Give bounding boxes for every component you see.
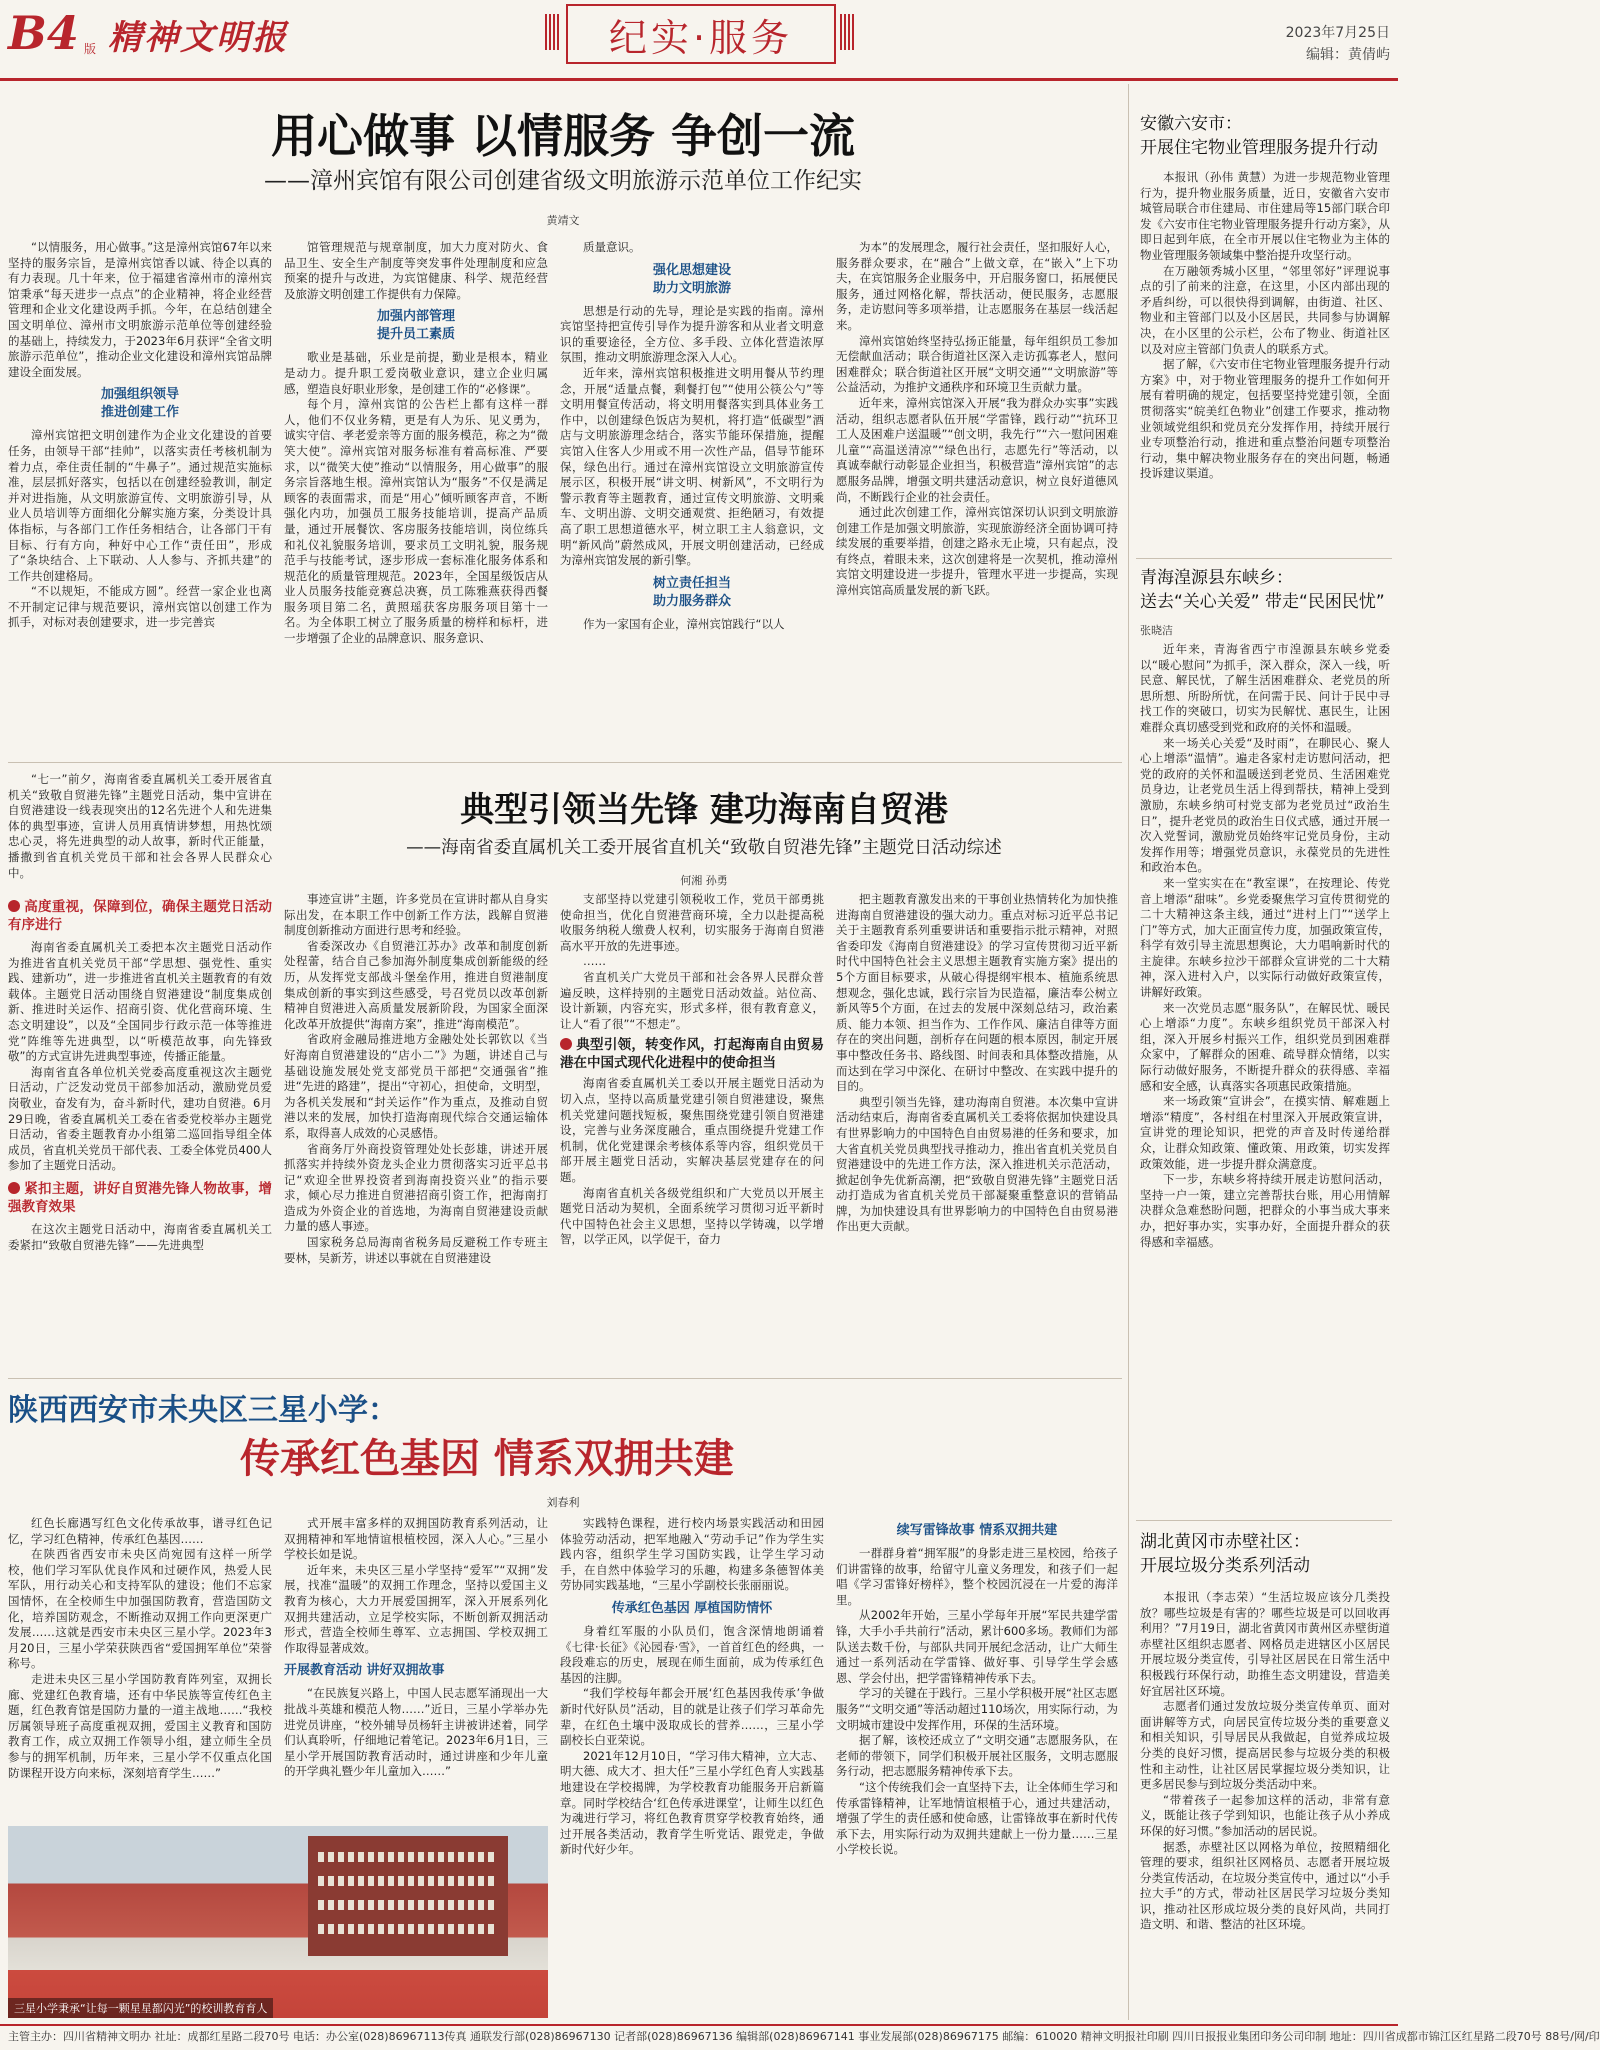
page-number: B4 bbox=[8, 6, 79, 60]
building-windows bbox=[318, 1876, 498, 1886]
article3-para: 一群群身着“拥军服”的身影走进三星校园，给孩子们讲雷锋的故事，给留守儿童义务理发，和孩子们一起唱《学习雷锋好榜样》，整个校园沉浸在一片爱的海洋里。 bbox=[836, 1546, 1118, 1607]
article2-para: 事迹宣讲”主题，许多党员在宣讲时都从自身实际出发，在本职工作中创新工作方法，践解自贸港制度创新推动方面进行思考和经验。 bbox=[284, 892, 548, 938]
divider bbox=[8, 1378, 1122, 1379]
footer-imprint: 主管主办：四川省精神文明办 社址：成都红星路二段70号 电话：办公室(028)86967113传真 通联发行部(028)86967130 记者部(028)86967136 编辑部(028)86967141 事业发展部(028)86967175 邮编：610020 精神文明报社印刷 四川日报报业集团印务公司印制 地址：四川省成都市锦江区红星路二段70号 88号/网/印 bbox=[0, 2024, 1398, 2050]
article1-para: 近年来，漳州宾馆深入开展“我为群众办实事”实践活动，组织志愿者队伍开展“学雷锋，践行动”“抗环卫工人及困难户送温暖”“创文明，我先行”“六一慰问困难儿童”“高温送清凉”“绿色出行，志愿先行”等活动，以真诚奉献行动彰显企业担当，积极营造“漳州宾馆”的志愿服务品牌，增强文明共建活动意识，树立良好道德风尚，不断践行企业的社会责任。 bbox=[836, 395, 1118, 504]
article3-column-4 bbox=[836, 1516, 1118, 2016]
issue-date: 2023年7月25日 bbox=[1285, 25, 1390, 41]
article3-subhead-2: 传承红色基因 厚植国防情怀 bbox=[611, 1600, 773, 1616]
article3-title: 传承红色基因 情系双拥共建 bbox=[240, 1435, 734, 1482]
side3-para: “带着孩子一起参加这样的活动，非常有意义，既能让孩子学到知识，也能让孩子从小养成环保的好习惯。”参加活动的居民说。 bbox=[1140, 1792, 1390, 1838]
article2-para: 省政府金融局推进地方金融处处长郭钦以《当好海南自贸港建设的“店小二”》为题，讲述自己与基础设施发展处党支部党员干部把“交通强省”推进“先进的路建”，提出“守初心，担使命，文明型，为各机关发展和“封关运作”作为重点，及推动自贸港以来的发展，加快打造海南现代综合交通运输体系，取得喜人成效的心灵感悟。 bbox=[284, 1032, 548, 1140]
bullet-icon bbox=[560, 1038, 572, 1050]
side2-para: 来一场关心关爱“及时雨”，在聊民心、聚人心上增添“温情”。遍走各家村走访慰问活动，把党的政府的关怀和温暖送到老党员、生活困难党员身边，让老党员生活上得到帮扶，精神上受到激励，东峡乡纳可村党支部为老党员过“政治生日”，提升老党员的政治生日仪式感，通过开展一次入党誓词，激励党员始终牢记党员身份，主动发挥作用等；增强党员意识，永葆党员的先进性和政治本色。 bbox=[1140, 735, 1390, 875]
article3-byline: 刘春利 bbox=[546, 1496, 580, 1509]
article3-para: 在陕西省西安市未央区尚宛园有这样一所学校，他们学习军队优良作风和过硬作风，热爱人民军队，用行动关心和支持军队的建设；他们不忘家国情怀，在全校师生中加强国防教育，营造国防文化，培养国防观念，不断推动双拥工作向更深更广发展……这就是西安市未央区三星小学。2023年3月20日，三星小学荣获陕西省“爱国拥军单位”荣誉称号。 bbox=[8, 1547, 272, 1671]
article1-para: 漳州宾馆始终坚持弘扬正能量，每年组织员工参加无偿献血活动；联合街道社区深入走访孤寡老人，慰问困难群众；联合街道社区开展“文明交通”“文明旅游”等公益活动，为推护文通秩序和环境卫生贡献力量。 bbox=[836, 333, 1118, 395]
side1-para: 据了解，《六安市住宅物业管理服务提升行动方案》中，对于物业管理服务的提升工作如何开展有着明确的规定，包括要坚持党建引领，全面贯彻落实“皖美红色物业”创建工作要求，推动物业领域党组织和党员充分发挥作用，持续开展行业专项整治行动，推进和重点整治问题专项整治行动，集中解决物业服务存在的突出问题，畅通投诉建议渠道。 bbox=[1140, 357, 1390, 481]
article2-para: 支部坚持以党建引领税收工作，党员干部勇挑使命担当，优化自贸港营商环境，全力以赴提高税收服务纳税人缴费人权利，切实服务于海南自贸港高水平开放的先进事迹。 bbox=[560, 892, 824, 953]
article2-subhead-2 bbox=[8, 1180, 272, 1216]
article2-subhead-1-text: 高度重视，保障到位，确保主题党日活动有序进行 bbox=[8, 899, 272, 933]
article2-para: 省委深改办《自贸港江苏办》改革和制度创新处程蕾，结合自己参加海外制度集成创新能级的经历，从发挥党支部战斗堡垒作用，推进自贸港制度集成创新的事实到这些感受，号召党员以改革创新精神自贸港进入高质量发展新阶段，为国家全面深化改革开放提供“海南方案”，推进“海南模范”。 bbox=[284, 938, 548, 1031]
article2-byline: 何湘 孙勇 bbox=[680, 874, 728, 887]
side2-para: 下一步，东峡乡将持续开展走访慰问活动，坚持一户一策，建立完善帮扶台账，用心用情解决群众急难愁盼问题，把群众的小事当成大事来办，把好事办实，实事办好，全面提升群众的获得感和幸福感。 bbox=[1140, 1172, 1390, 1249]
article1-byline: 黄靖文 bbox=[546, 214, 580, 227]
side1-para: 本报讯（孙伟 黄慧）为进一步规范物业管理行为，提升物业服务质量，近日，安徽省六安市城管局联合市住建局、市住建局等15部门联合印发《六安市住宅物业管理服务提升行动方案》，从即日起到年底，在全市开展以住宅物业为主体的物业管理服务领域集中整治提升攻坚行动。 bbox=[1140, 170, 1390, 262]
building-windows bbox=[318, 1852, 498, 1862]
newspaper-name: 精神文明报 bbox=[108, 18, 288, 58]
school-photo bbox=[8, 1826, 548, 2018]
section-box bbox=[566, 4, 836, 64]
article3-para: “这个传统我们会一直坚持下去，让全体师生学习和传承雷锋精神，让军地情谊根植于心，通过共建活动，增强了学生的责任感和使命感，让雷锋故事在新时代传承下去，用实际行动为双拥共建献上一份力量……三星小学校长说。 bbox=[836, 1779, 1118, 1857]
masthead bbox=[0, 0, 1398, 81]
article3-para: 学习的关键在于践行。三星小学积极开展“社区志愿服务”“文明交通”等活动超过110场次，用实际行动，为文明城市建设中发挥作用，环保的生活环境。 bbox=[836, 1686, 1118, 1732]
article1-subhead-2: 加强内部管理 提升员工素质 bbox=[376, 309, 455, 343]
bullet-icon bbox=[8, 1182, 20, 1194]
article1-title: 用心做事 以情服务 争创一流 bbox=[270, 109, 856, 163]
article2-para: 把主题教育激发出来的干事创业热情转化为加快推进海南自贸港建设的强大动力。重点对标习近平总书记关于主题教育系列重要讲话和重要指示批示精神，对照省委印发《海南自贸港建设》的学习宣传贯彻习近平新时代中国特色社会主义思想主题教育实施方案》提出的5个方面目标要求，从破心得提纲牢根本、植施系统思想观念，强化忠诚，践行宗旨为民造福，廉洁奉公树立新风等5个方面，在过去的发展中深刻总结习，政治素质、能力本领、担当作为、工作作风、廉洁自律等方面存在的突出问题，剖析存在问题的根本原因，制定开展事中整改任务书、路线图、时间表和具体整改措施，从而达到在学习中深化、在研讨中整改、在实践中提升的目的。 bbox=[836, 892, 1118, 1094]
divider bbox=[1136, 558, 1392, 559]
bullet-icon bbox=[8, 900, 20, 912]
article2-subhead-3-text: 典型引领，转变作风，打起海南自由贸易港在中国式现代化进程中的使命担当 bbox=[560, 1037, 824, 1072]
article1-subhead-3: 强化思想建设 助力文明旅游 bbox=[652, 262, 731, 296]
sidebar-divider bbox=[1128, 84, 1129, 2020]
article2-subhead-3 bbox=[560, 1036, 824, 1072]
article1-para: “不以规矩，不能成方圆”。经营一家企业也离不开制定记律与规范要识，漳州宾馆以创建工作为抓手，对标对表创建要求，进一步完善宾 bbox=[8, 584, 272, 630]
decorative-stripes-left bbox=[545, 14, 559, 50]
article3-para: 2021年12月10日，“学习伟大精神，立大志、明大德、成大才、担大任”三星小学红色育人实践基地建设在学校揭牌，为学校教育功能服务开启新篇章。同时学校结合‘红色传承进课堂’，让师生以红色为魂进行学习，将红色教育贯穿学校教育始终，通过开展各类活动，教育学生听党话、跟党走，争做新时代好少年。 bbox=[560, 1748, 824, 1857]
article1-para: 思想是行动的先导，理论是实践的指南。漳州宾馆坚持把宣传引导作为提升游客和从业者文明意识的重要途径，全方位、多手段、立体化营造浓厚氛围，推动文明旅游理念深入人心。 bbox=[560, 303, 824, 365]
article1-subhead-4: 树立责任担当 助力服务群众 bbox=[652, 575, 731, 609]
side3-para: 据悉，赤壁社区以网格为单位，按照精细化管理的要求，组织社区网格员、志愿者开展垃圾分类宣传活动，在垃圾分类宣传中，通过以“小手拉大手”的方式，带动社区居民学习垃圾分类知识，推动社区形成垃圾分类的良好风尚，共同打造文明、和谐、整洁的社区环境。 bbox=[1140, 1839, 1390, 1932]
article3-column-2 bbox=[284, 1516, 548, 1818]
side2-body bbox=[1140, 642, 1390, 1502]
side2-para: 来一堂实实在在“教室课”，在按理论、传党音上增添“甜味”。乡党委聚焦学习宣传贯彻党的二十大精神这条主线，通过“进村上门”“送学上门”等方式，加大正面宣传力度，加强政策宣传，科学有效引导主流思想舆论，大力唱响新时代的主旋律。东峡乡拉沙干部群众宣讲党的二十大精神，深入进村入户，以实际行动做好政策宣传，讲解好政策。 bbox=[1140, 875, 1390, 1000]
article3-kicker: 陕西西安市未央区三星小学： bbox=[8, 1393, 398, 1428]
article2-subhead-1 bbox=[8, 898, 272, 934]
article2-title: 典型引领当先锋 建功海南自贸港 bbox=[460, 790, 948, 830]
divider bbox=[1136, 1520, 1392, 1521]
article2-lead bbox=[8, 772, 272, 890]
article3-para: “在民族复兴路上，中国人民志愿军涌现出一大批战斗英雄和模范人物……”近日，三星小学举办先进党员讲座，“校外辅导员杨轩主讲被讲述着，同学们认真聆听，仔细地记着笔记。2023年6月1日，三星小学开展国防教育活动时，通过讲座和少年儿童的开学典礼暨少年儿童加入……” bbox=[284, 1686, 548, 1779]
article3-para: 走进未央区三星小学国防教育阵列室，双拥长廊、党建红色教育墙，还有中华民族等宣传红色主题，红色教育馆是国防力量的一道主战地……“我校厉属领导班子高度重视双拥，爱国主义教育和国防教育工作，成立双拥工作领导小组，建立师生全员参与的拥军机制，历年来，三星小学不仅重点化国防课程开设方向来标，深刻培育学生……” bbox=[8, 1671, 272, 1780]
article3-subhead-1: 开展教育活动 讲好双拥故事 bbox=[284, 1663, 445, 1679]
article2-column-4 bbox=[836, 892, 1118, 1370]
side2-title: 青海湟源县东峡乡： 送去“关心关爱” 带走“民困民忧” bbox=[1140, 568, 1385, 612]
article1-para: 为本”的发展理念，履行社会责任，坚扣服好人心，服务群众要求，在“融合”上做文章，在“嵌入”上下功夫，在宾馆服务企业服务中，开启服务窗口，拓展便民服务，通过网格化解，帮扶活动，便民服务，志愿服务，走访慰问等多项举措，让志愿服务在基层一线活起来。 bbox=[836, 240, 1118, 332]
article2-para: …… bbox=[583, 954, 606, 969]
article2-para: 海南省直机关各级党组织和广大党员以开展主题党日活动为契机，全面系统学习贯彻习近平新时代中国特色社会主义思想，坚持以学铸魂，以学增智，以学正风，以学促干，奋力 bbox=[560, 1185, 824, 1247]
side1-title: 安徽六安市： 开展住宅物业管理服务提升行动 bbox=[1140, 114, 1378, 158]
article1-para: 歌业是基础，乐业是前提，勤业是根本，精业是动力。提升职工爱岗敬业意识，建立企业归属感，塑造良好职业形象，是创建工作的“必修课”。 bbox=[284, 350, 548, 396]
article3-para: 近年来，未央区三星小学坚持“爱军”“双拥”发展，找准“温暖”的双拥工作理念，坚持以爱国主义教育为核心，大力开展爱国拥军，深入开展系列化双拥共建活动，立足学校实际，不断创新双拥活动形式，营造全校师生尊军、立志拥国、学校双拥工作取得显著成效。 bbox=[284, 1562, 548, 1655]
side2-byline: 张晓洁 bbox=[1140, 624, 1173, 637]
side2-para: 来一场政策“宣讲会”，在摸实情、解难题上增添“精度”，各村组在村里深入开展政策宣讲，宣讲党的理论知识，把党的声音及时传递给群众，让群众知政策、懂政策、用政策，切实发挥政策效能，进一步提升群众满意度。 bbox=[1140, 1094, 1390, 1171]
building-windows bbox=[318, 1900, 498, 1910]
article2-para: 国家税务总局海南省税务局反避税工作专班主要林，吴新芳，讲述以事就在自贸港建设 bbox=[284, 1235, 548, 1265]
article3-para: 红色长廊遇写红色文化传承故事，谱寻红色记忆，学习红色精神，传承红色基因…… bbox=[8, 1516, 272, 1546]
article2-lead-text: “七一”前夕，海南省委直属机关工委开展省直机关“致敬自贸港先锋”主题党日活动，集中宣讲在自贸港建设一线表现突出的12名先进个人和先进集体的典型事迹，宣讲人员用真情讲梦想，用热忱颂忠心灵，将先进典型的动人故事，新时代正能量，播撒到省直机关党员干部和社会各界人民群众心中。 bbox=[8, 772, 272, 880]
article3-para: 式开展丰富多样的双拥国防教育系列活动，让双拥精神和军地情谊根植校园，深入人心。”三星小学校长如是说。 bbox=[284, 1516, 548, 1562]
article2-para: 海南省直各单位机关党委高度重视这次主题党日活动，广泛发动党员干部参加活动，激励党员爱岗敬业，奋发有为，奋斗新时代，建功自贸港。6月29日晚，省委直属机关工委在省委党校举办主题党日活动，省委主题教育办小组第二巡回指导组全体成员，省直机关党员干部代表、工委全体党员400人参加了主题党日活动。 bbox=[8, 1064, 272, 1173]
editor-name: 编辑：黄倩屿 bbox=[1306, 47, 1390, 63]
article2-column-3 bbox=[560, 892, 824, 1370]
page-tag: 版 bbox=[84, 42, 97, 56]
article1-para: 馆管理规范与规章制度，加大力度对防火、食品卫生、安全生产制度等突发事件处理制度和应急预案的提升与改进，为宾馆健康、科学、规范经营及旅游文明创建工作提供有力保障。 bbox=[284, 240, 548, 301]
article2-column-1 bbox=[8, 892, 272, 1370]
article2-para: 在这次主题党日活动中，海南省委直属机关工委紧扣“致敬自贸港先锋”——先进典型 bbox=[8, 1221, 272, 1252]
article3-para: “我们学校每年都会开展‘红色基因我传承’争做新时代好队员”活动，目的就是让孩子们学习革命先辈，在红色土壤中汲取成长的营养……，三星小学副校长白亚荣说。 bbox=[560, 1686, 824, 1748]
article3-para: 据了解，该校还成立了“文明交通”志愿服务队，在老师的带领下，同学们积极开展社区服务，文明志愿服务行动，把志愿服务精神传承下去。 bbox=[836, 1733, 1118, 1779]
side3-body bbox=[1140, 1590, 1390, 2018]
article3-subhead-3: 续写雷锋故事 情系双拥共建 bbox=[896, 1523, 1058, 1538]
article1-column-1 bbox=[8, 240, 272, 750]
article1-subtitle: ——漳州宾馆有限公司创建省级文明旅游示范单位工作纪实 bbox=[264, 168, 862, 194]
divider bbox=[8, 762, 1122, 763]
article2-para: 省商务厅外商投资管理处处长彭雄，讲述开展抓落实并持续外资龙头企业力贯彻落实习近平总书记“欢迎全世界投资者到海南投资兴业”的指示要求，倾心尽力推进自贸港招商引资工作，把海南打造成为外资企业的首选地，为海南自贸港建设贡献力量的感人事迹。 bbox=[284, 1141, 548, 1234]
article1-para: 漳州宾馆把文明创建作为企业文化建设的首要任务，由领导干部“挂帅”，以落实责任考核机制为着力点，牵住责任制的“牛鼻子”。通过规范实施标准，层层抓好落实，包括以在创建经验教训，制定并对进指施，从文明旅游宣传、文明旅游引导，从业人员培训等方面细化分解实施方案，分类设计具体指标，与各部门工作任务相结合，让各部门干有目标、行有方向，种好中心工作“责任田”，形成了“条块结合、上下联动、人人参与、齐抓共建”的工作共创建格局。 bbox=[8, 428, 272, 583]
article1-para: 每个月，漳州宾馆的公告栏上都有这样一群人，他们不仅业务精，更是有人为乐、见义勇为，诚实守信、孝老爱亲等方面的服务模范，称之为“微笑大使”。漳州宾馆对服务标准有着高标准、严要求，以“微笑大使”推动“以情服务，用心做事”的服务宗旨落地生根。漳州宾馆认为“服务”不仅是满足顾客的表面需求，而是“用心”倾听顾客声音，不断强化内功，加强员工服务技能培训，提高产品质量，通过开展餐饮、客房服务技能培训，岗位练兵和礼仪礼貌服务培训，要求员工文明礼貌，服务规范手与技能考试，逐步形成一套标准化服务体系和规范化的质量管理规范。2023年，全国星级饭店从业人员服务技能竞赛总决赛，员工陈雅燕获得西餐服务项目第二名，黄照瑶获客房服务项目第十一名。为全体职工树立了服务质量的榜样和标杆，进一步增强了企业的品牌意识、服务意识、 bbox=[284, 397, 548, 646]
article1-column-2 bbox=[284, 240, 548, 750]
article3-column-3 bbox=[560, 1516, 824, 2016]
article1-para: “以情服务，用心做事。”这是漳州宾馆67年以来坚持的服务宗旨，是漳州宾馆香以诚、待企以真的有力表现。几十年来，位于福建省漳州市的漳州宾馆秉承“每天进步一点点”的企业精神，将企业经营管理和企业文化建设两手抓。今年，在总结创建全国文明单位、漳州市文明旅游示范单位等创建经验的基础上，持续发力，于2023年6月获评“全省文明旅游示范单位”，推动企业文化建设和漳州宾馆品牌建设全面发展。 bbox=[8, 240, 272, 379]
side1-para: 在万融领秀城小区里，“邻里邻好”评理说事点的引了前来的注意，在这里，小区内部出现的矛盾纠纷，可以很快得到调解，由街道、社区、物业和主管部门以及小区居民，共同参与协调解决，在小区里的公示栏，公布了物业、街道社区以及对应主管部门负责人的联系方式。 bbox=[1140, 263, 1390, 356]
article1-para: 质量意识。 bbox=[583, 240, 641, 254]
article1-para: 通过此次创建工作，漳州宾馆深切认识到文明旅游创建工作是加强文明旅游，实现旅游经济全面协调可持续发展的重要举措，创建之路永无止境，只有起点，没有终点，着眼未来，这次创建将是一次契机，推动漳州宾馆文明建设进一步提升，管理水平进一步提高，实现漳州宾馆高质量发展的新飞跃。 bbox=[836, 505, 1118, 598]
article2-para: 省直机关广大党员干部和社会各界人民群众普遍反映，这样持别的主题党日活动效益。站位高、设计新颖，内容充实，形式多样，很有教育意义，让人“看了很”“不想走”。 bbox=[560, 969, 824, 1031]
decorative-stripes-right bbox=[840, 14, 854, 50]
side2-para: 近年来，青海省西宁市湟源县东峡乡党委以“暖心慰问”为抓手，深入群众，深入一线，听民意、解民忧，了解生活困难群众、老党员的所思所想、所盼所忧，在问需于民、问计于民中寻找工作的突破口，切实为民解忧、惠民生，让困难群众真切感受到党和政府的关怀和温暖。 bbox=[1140, 642, 1390, 734]
side3-title: 湖北黄冈市赤壁社区： 开展垃圾分类系列活动 bbox=[1140, 1532, 1310, 1576]
section-name: 纪实·服务 bbox=[608, 15, 794, 60]
article1-column-4 bbox=[836, 240, 1118, 750]
article1-subhead-1: 加强组织领导 推进创建工作 bbox=[100, 387, 179, 421]
article2-subtitle: ——海南省委直属机关工委开展省直机关“致敬自贸港先锋”主题党日活动综述 bbox=[406, 838, 1002, 858]
article3-para: 实践特色课程，进行校内场景实践活动和田园体验劳动活动，把军地融入“劳动手记”作为学生实践内容，组织学生学习国防实践，让学生学习动手，在自然中体验学习的乐趣，构建多条德智体美劳协同实践基地，“三星小学副校长张丽丽说。 bbox=[560, 1516, 824, 1593]
side3-para: 志愿者们通过发放垃圾分类宣传单页、面对面讲解等方式，向居民宣传垃圾分类的重要意义和相关知识，引导居民从我做起，自觉养成垃圾分类的良好习惯，提高居民参与垃圾分类的积极性和主动性，让社区居民掌握垃圾分类知识，让更多居民参与到垃圾分类活动中来。 bbox=[1140, 1699, 1390, 1792]
article2-column-2 bbox=[284, 892, 548, 1370]
article2-para: 海南省委直属机关工委以开展主题党日活动为切入点，坚持以高质量党建引领自贸港建设，聚焦机关党建问题找短板，聚焦围绕党建引领自贸港建设，完善与业务深度融合，重点围绕提升党建工作机制，优化党建课余考核体系等内容，组织党员干部开展主题党日活动，实解决基层党建存在的问题。 bbox=[560, 1076, 824, 1184]
article1-para: 近年来，漳州宾馆积极推进文明用餐从节约理念，开展“适量点餐，剩餐打包”“使用公筷公勺”等文明用餐宣传活动，将文明用餐落实到具体业务工作中，以创建绿色饭店为契机，将打造“低碳型”酒店与文明旅游理念结合，落实节能环保措施，提醒宾馆入住客人少用或不用一次性产品，倡导节能环保，绿色出行。通过在漳州宾馆设立文明旅游宣传展示区，积极开展“讲文明、树新风”，不文明行为警示教育等主题教育，通过宣传文明旅游、文明乘车、文明出游、文明交通观赏、拒绝陋习，有效提高了职工思想道德水平，树立职工主人翁意识，文明“新风尚”蔚然成风，开展文明创建活动，已经成为漳州宾馆发展的新引擎。 bbox=[560, 365, 824, 568]
article3-column-1 bbox=[8, 1516, 272, 1818]
article1-para: 作为一家国有企业，漳州宾馆践行“以人 bbox=[583, 616, 785, 631]
article3-para: 身着红军服的小队员们，饱含深情地朗诵着《七律·长征》《沁园春·雪》，一首首红色的经典，一段段难忘的历史，展现在师生面前，成为传承红色基因的注脚。 bbox=[560, 1623, 824, 1685]
photo-caption: 三星小学秉承“让每一颗星星都闪光”的校训教育育人 bbox=[8, 1998, 273, 2018]
article2-para: 海南省委直属机关工委把本次主题党日活动作为推进省直机关党员干部“学思想、强党性、重实践、建新功”，进一步推进省直机关主题教育的有效载体。主题党日活动围绕自贸港建设“制度集成创新、推进时关运作、招商引资、优化营商环境、生态文明建设”，以及“全国同步行政示范一体等推进党”阵维等先进典型，以“听模范故事，向先锋致敬”的方式宣讲先进典型事迹，传播正能量。 bbox=[8, 940, 272, 1064]
article2-subhead-2-text: 紧扣主题，讲好自贸港先锋人物故事，增强教育效果 bbox=[8, 1180, 272, 1215]
side3-para: 本报讯（李志荣）“生活垃圾应该分几类投放？哪些垃圾是有害的？哪些垃圾是可以回收再利用？”7月19日，湖北省黄冈市黄州区赤壁街道赤壁社区组织志愿者、网格员走进辖区小区居民开展垃圾分类宣传，引导社区居民在日常生活中积极践行环保行动，助推生态文明建设，营造美好宜居社区环境。 bbox=[1140, 1590, 1390, 1698]
side2-para: 来一次党员志愿“服务队”，在解民忧、暖民心上增添“力度”。东峡乡组织党员干部深入村组，深入开展乡村振兴工作，组织党员到困难群众家中，了解群众的困难、疏导群众情绪，以实际行动做好服务，不断提升群众的获得感、幸福感和安全感，认真落实各项惠民政策措施。 bbox=[1140, 1000, 1390, 1093]
side1-body bbox=[1140, 170, 1390, 550]
article3-para: 从2002年开始，三星小学每年开展“军民共建学雷锋，大手小手共前行”活动，累计600多场。教师们为部队送去数千份，与部队共同开展纪念活动，让广大师生通过一系列活动在学雷锋、做好事、引导学生学会感恩、学会付出，把学雷锋精神传承下去。 bbox=[836, 1608, 1118, 1685]
building-windows bbox=[318, 1924, 498, 1934]
article2-para: 典型引领当先锋，建功海南自贸港。本次集中宣讲活动结束后，海南省委直属机关工委将依据加快建设具有世界影响力的中国特色自由贸易港的任务和要求，加大省直机关党员典型找寻推动力，推出省直机关党员自贸港建设中的先进工作方法，深入推进机关示范活动，掀起创争先优新高潮，把“致敬自贸港先锋”主题党日活动打造成为省直机关党员干部凝聚重整意识的营销品牌，为加快建设具有世界影响力的中国特色自由贸易港作出更大贡献。 bbox=[836, 1094, 1118, 1234]
article1-column-3 bbox=[560, 240, 824, 750]
